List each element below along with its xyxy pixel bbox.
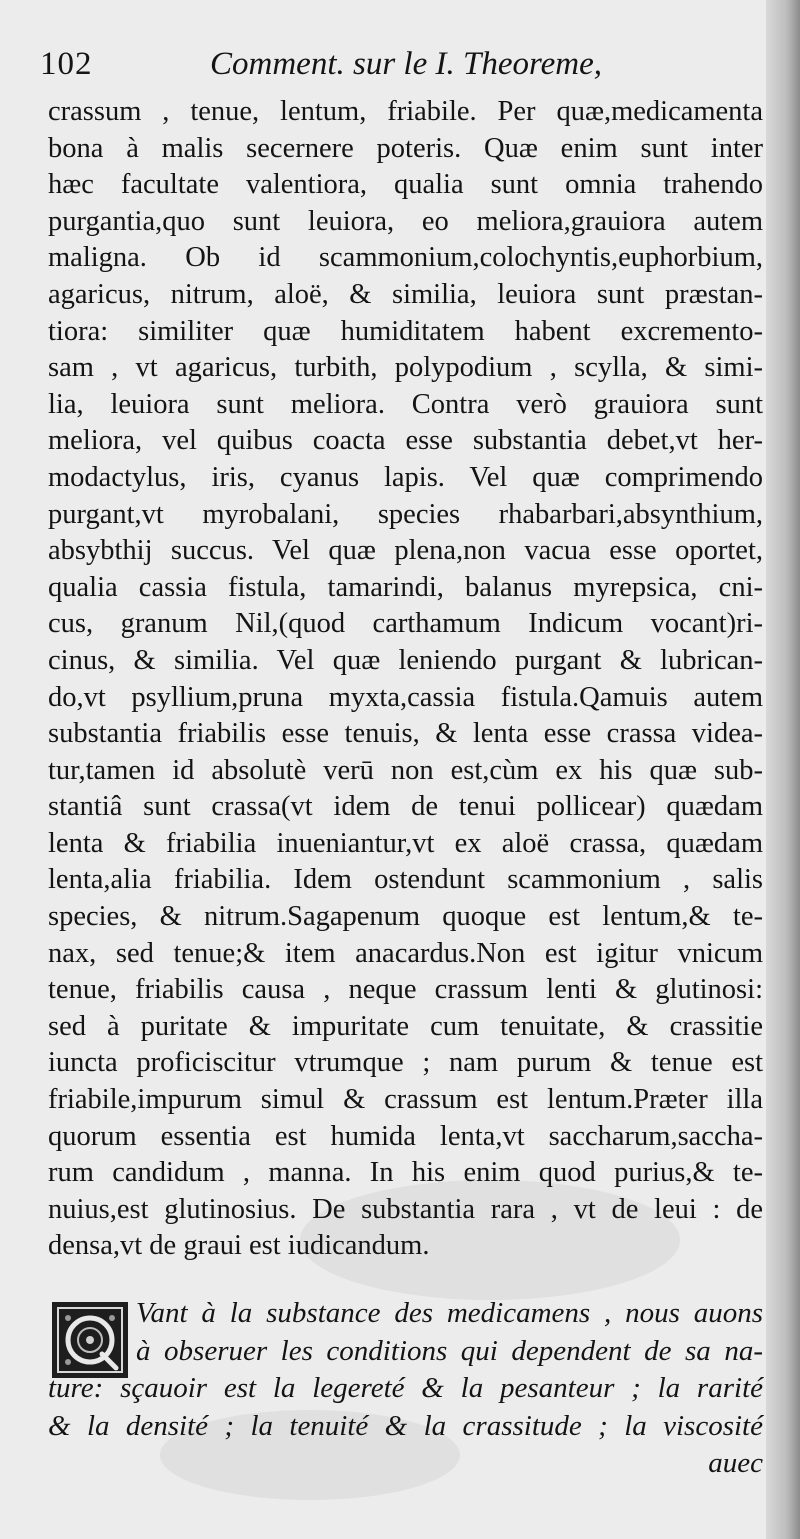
latin-text-line: lenta,alia friabilia. Idem ostendunt scammonium , salis xyxy=(48,864,763,896)
latin-text-line: modactylus, iris, cyanus lapis. Vel quæ comprimendo xyxy=(48,461,763,493)
latin-text-line: rum candidum , manna. In his enim quod purius,& te- xyxy=(48,1157,763,1189)
page-header xyxy=(40,40,760,92)
latin-text-line: crassum , tenue, lentum, friabile. Per quæ,medicamenta xyxy=(48,96,763,127)
page-gutter-shadow xyxy=(766,0,800,1539)
latin-text-line: friabile,impurum simul & crassum est lentum.Præter illa xyxy=(48,1084,763,1116)
latin-text-line: species, & nitrum.Sagapenum quoque est lentum,& te- xyxy=(48,901,763,933)
french-text-line: ture: sçauoir est la legereté & la pesanteur ; la rarité xyxy=(48,1372,763,1404)
latin-text-line: hæc facultate valentiora, qualia sunt omnia trahendo xyxy=(48,169,763,201)
catchword: auec xyxy=(708,1447,763,1479)
latin-text-line: sed à puritate & impuritate cum tenuitate, & crassitie xyxy=(48,1010,763,1042)
latin-text-line: quorum essentia est humida lenta,vt saccharum,saccha- xyxy=(48,1120,763,1152)
latin-text-line: do,vt psyllium,pruna myxta,cassia fistula.Qamuis autem xyxy=(48,681,763,713)
latin-text-line: nax, sed tenue;& item anacardus.Non est igitur vnicum xyxy=(48,937,763,969)
latin-text-line: nuius,est glutinosius. De substantia rara , vt de leui : de xyxy=(48,1193,763,1225)
latin-text-line: lia, leuiora sunt meliora. Contra verò grauiora sunt xyxy=(48,388,763,420)
latin-text-line: meliora, vel quibus coacta esse substantia debet,vt her- xyxy=(48,425,763,457)
latin-text-line: substantia friabilis esse tenuis, & lenta esse crassa videa- xyxy=(48,718,763,750)
french-commentary xyxy=(48,1295,763,1483)
latin-text-line: bona à malis secernere poteris. Quæ enim sunt inter xyxy=(48,132,763,164)
latin-text-line: qualia cassia fistula, tamarindi, balanus myrepsica, cni- xyxy=(48,571,763,603)
latin-text-line: cinus, & similia. Vel quæ leniendo purgant & lubrican- xyxy=(48,644,763,676)
page-number: 102 xyxy=(40,46,93,82)
latin-commentary xyxy=(48,94,763,1265)
french-text-line: & la densité ; la tenuité & la crassitude ; la viscosité xyxy=(48,1409,763,1442)
latin-text-line: agaricus, nitrum, aloë, & similia, leuiora sunt præstan- xyxy=(48,278,763,310)
latin-text-line: sam , vt agaricus, turbith, polypodium , scylla, & simi- xyxy=(48,352,763,384)
latin-text-line: absybthij succus. Vel quæ plena,non vacua esse oportet, xyxy=(48,535,763,567)
french-text-line: à obseruer les conditions qui dependent de sa na- xyxy=(136,1334,763,1367)
latin-text-line: iuncta proficiscitur vtrumque ; nam purum & tenue est xyxy=(48,1047,763,1079)
latin-text-line: tur,tamen id absolutè verū non est,cùm ex his quæ sub- xyxy=(48,754,763,786)
french-text-line: Vant à la substance des medicamens , nous auons xyxy=(136,1297,763,1329)
latin-text-line: lenta & friabilia inueniantur,vt ex aloë crassa, quædam xyxy=(48,827,763,859)
latin-text-line: cus, granum Nil,(quod carthamum Indicum vocant)ri- xyxy=(48,608,763,640)
running-title: Comment. sur le I. Theoreme, xyxy=(210,46,602,82)
latin-text-line: purgant,vt myrobalani, species rhabarbari,absynthium, xyxy=(48,498,763,530)
latin-text-line: tenue, friabilis causa , neque crassum lenti & glutinosi: xyxy=(48,974,763,1006)
latin-text-line: stantiâ sunt crassa(vt idem de tenui pollicear) quædam xyxy=(48,791,763,823)
latin-text-line: tiora: similiter quæ humiditatem habent excremento- xyxy=(48,315,763,347)
latin-text-line: maligna. Ob id scammonium,colochyntis,euphorbium, xyxy=(48,242,763,274)
latin-text-line: densa,vt de graui est iudicandum. xyxy=(48,1230,430,1262)
latin-text-line: purgantia,quo sunt leuiora, eo meliora,grauiora autem xyxy=(48,205,763,237)
